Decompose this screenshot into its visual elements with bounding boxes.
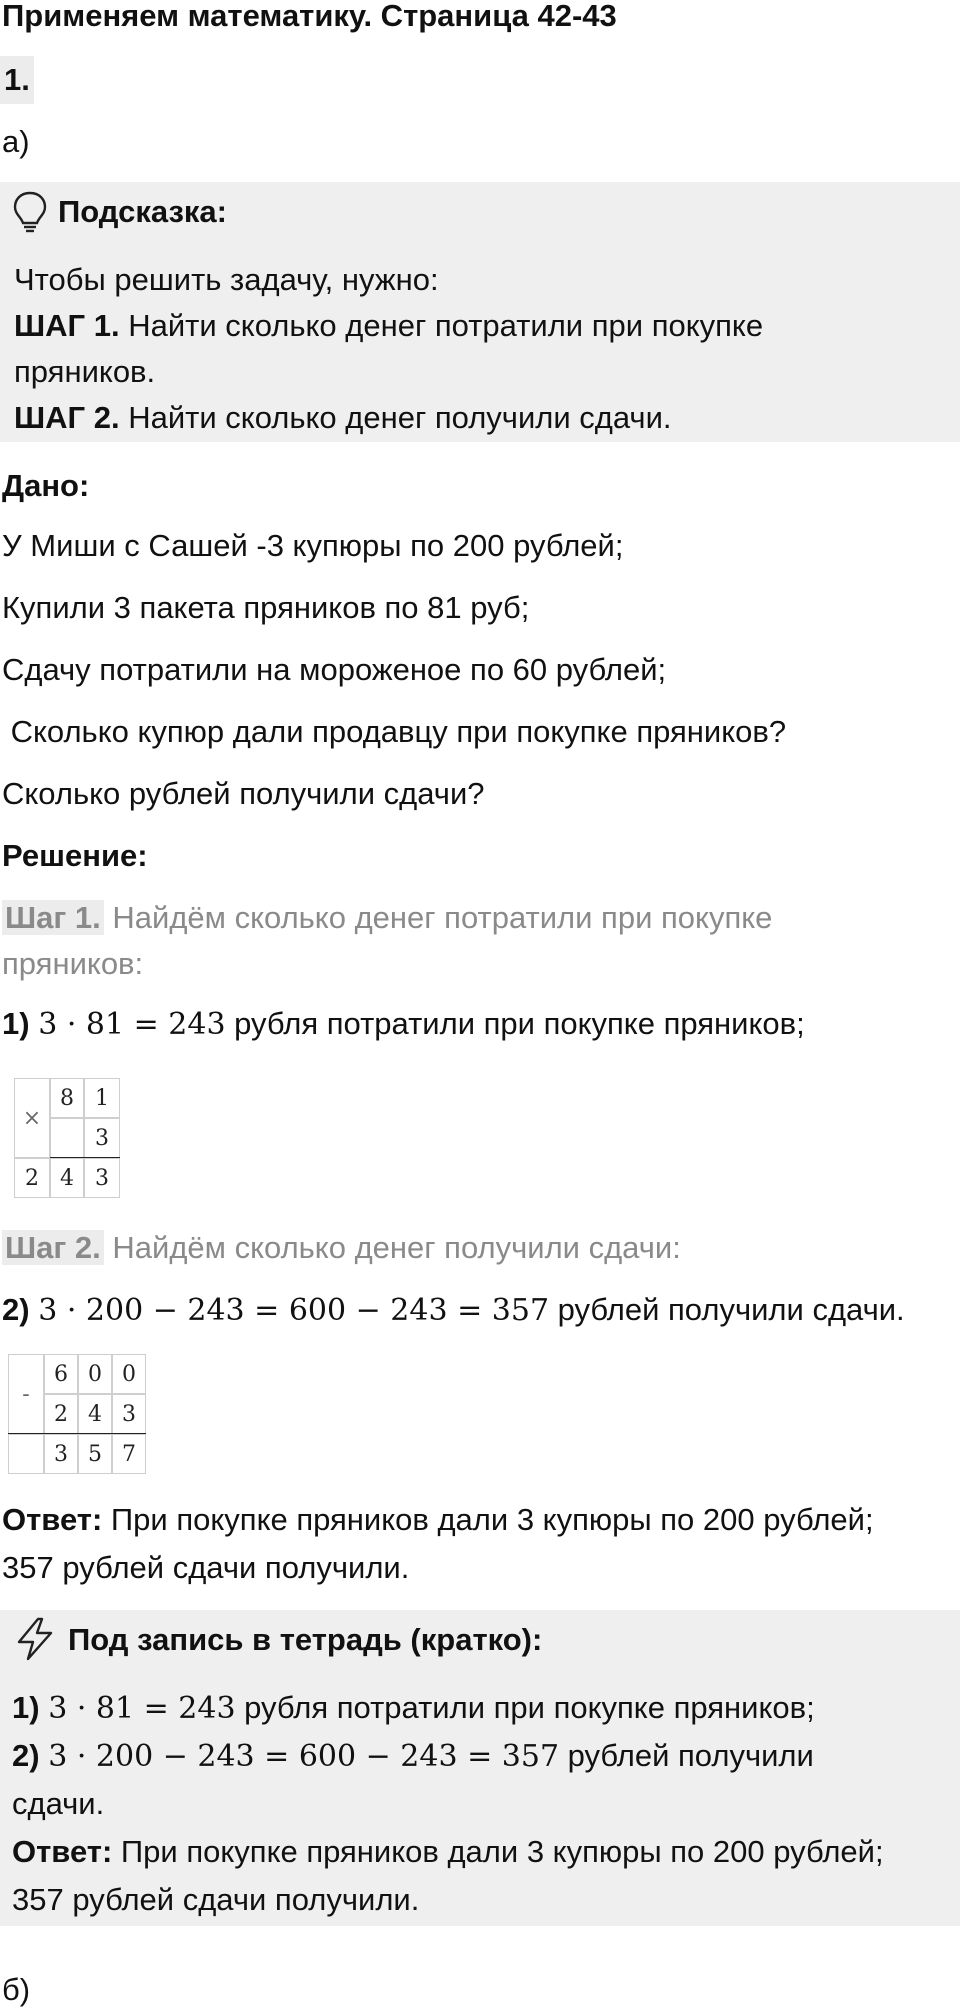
solution-step2 — [2, 1224, 681, 1272]
hint-step2 — [14, 394, 672, 442]
grid-digit: 2 — [44, 1394, 78, 1434]
notebook-calc-2-num: 2) — [12, 1738, 40, 1773]
notebook-calc-1-text: рубля потратили при покупке пряников; — [235, 1690, 815, 1725]
calc-2 — [2, 1286, 905, 1335]
given-line: У Миши с Сашей -3 купюры по 200 рублей; — [2, 528, 624, 563]
grid-empty-cell — [8, 1434, 44, 1474]
solution-step1 — [2, 894, 772, 942]
calc-1-math: 3 · 81 = 243 — [38, 1007, 226, 1042]
grid-digit: 6 — [44, 1354, 78, 1394]
notebook-calc-1-num: 1) — [12, 1690, 40, 1725]
notebook-calc-1 — [12, 1684, 815, 1733]
grid-digit: 3 — [112, 1394, 146, 1434]
lightbulb-icon — [12, 190, 48, 234]
task-number: 1. — [0, 56, 34, 104]
grid-digit: 4 — [50, 1158, 84, 1198]
multiply-sign: × — [14, 1078, 50, 1158]
grid-digit: 3 — [84, 1158, 120, 1198]
answer-label: Ответ: — [2, 1502, 103, 1537]
part-a-label: а) — [2, 124, 30, 159]
grid-digit: 0 — [78, 1354, 112, 1394]
hint-intro: Чтобы решить задачу, нужно: — [14, 262, 439, 297]
solution-step1-text: Найдём сколько денег потратили при покупке — [103, 900, 773, 935]
calc-1 — [2, 1000, 805, 1049]
hint-heading: Подсказка: — [58, 194, 227, 229]
notebook-heading: Под запись в тетрадь (кратко): — [68, 1622, 543, 1657]
notebook-calc-2-math: 3 · 200 − 243 = 600 − 243 = 357 — [48, 1739, 560, 1774]
solution-step1-label: Шаг 1. — [2, 900, 104, 935]
calc-2-num: 2) — [2, 1292, 30, 1327]
given-heading: Дано: — [2, 468, 90, 503]
notebook-answer — [12, 1828, 884, 1876]
notebook-answer-cont: 357 рублей сдачи получили. — [12, 1882, 420, 1917]
notebook-answer-label: Ответ: — [12, 1834, 113, 1869]
minus-sign: - — [8, 1354, 44, 1434]
lightning-icon — [14, 1616, 56, 1662]
given-line: Сколько купюр дали продавцу при покупке пряников? — [2, 714, 787, 749]
notebook-calc-2 — [12, 1732, 814, 1781]
grid-digit: 4 — [78, 1394, 112, 1434]
notebook-calc-2-cont: сдачи. — [12, 1786, 105, 1821]
page-title: Применяем математику. Страница 42-43 — [2, 0, 617, 33]
solution-heading: Решение: — [2, 838, 148, 873]
solution-step2-text: Найдём сколько денег получили сдачи: — [103, 1230, 681, 1265]
given-line: Купили 3 пакета пряников по 81 руб; — [2, 590, 530, 625]
grid-digit: 7 — [112, 1434, 146, 1474]
grid-digit: 3 — [84, 1118, 120, 1158]
hint-step1-text: Найти сколько денег потратили при покупке — [119, 308, 764, 343]
grid-empty-cell — [50, 1118, 84, 1158]
given-line: Сколько рублей получили сдачи? — [2, 776, 485, 811]
notebook-answer-text: При покупке пряников дали 3 купюры по 200 рублей; — [112, 1834, 884, 1869]
calc-2-text: рублей получили сдачи. — [549, 1292, 905, 1327]
grid-digit: 5 — [78, 1434, 112, 1474]
hint-step1 — [14, 302, 763, 350]
calc-1-text: рубля потратили при покупке пряников; — [225, 1006, 805, 1041]
calc-2-math: 3 · 200 − 243 = 600 − 243 = 357 — [38, 1293, 550, 1328]
grid-digit: 2 — [14, 1158, 50, 1198]
hint-step2-label: ШАГ 2. — [14, 400, 120, 435]
solution-step2-label: Шаг 2. — [2, 1230, 104, 1265]
calc-1-num: 1) — [2, 1006, 30, 1041]
hint-step2-text: Найти сколько денег получили сдачи. — [119, 400, 672, 435]
answer-cont: 357 рублей сдачи получили. — [2, 1550, 410, 1585]
hint-step1-label: ШАГ 1. — [14, 308, 120, 343]
given-line: Сдачу потратили на мороженое по 60 рублей; — [2, 652, 667, 687]
part-b-label: б) — [2, 1972, 31, 2007]
grid-digit: 3 — [44, 1434, 78, 1474]
answer — [2, 1496, 874, 1544]
grid-digit: 8 — [50, 1078, 84, 1118]
solution-step1-cont: пряников: — [2, 946, 144, 981]
grid-digit: 1 — [84, 1078, 120, 1118]
notebook-calc-1-math: 3 · 81 = 243 — [48, 1691, 236, 1726]
notebook-calc-2-text: рублей получили — [559, 1738, 814, 1773]
grid-digit: 0 — [112, 1354, 146, 1394]
hint-step1-cont: пряников. — [14, 354, 156, 389]
answer-text: При покупке пряников дали 3 купюры по 200 рублей; — [102, 1502, 874, 1537]
